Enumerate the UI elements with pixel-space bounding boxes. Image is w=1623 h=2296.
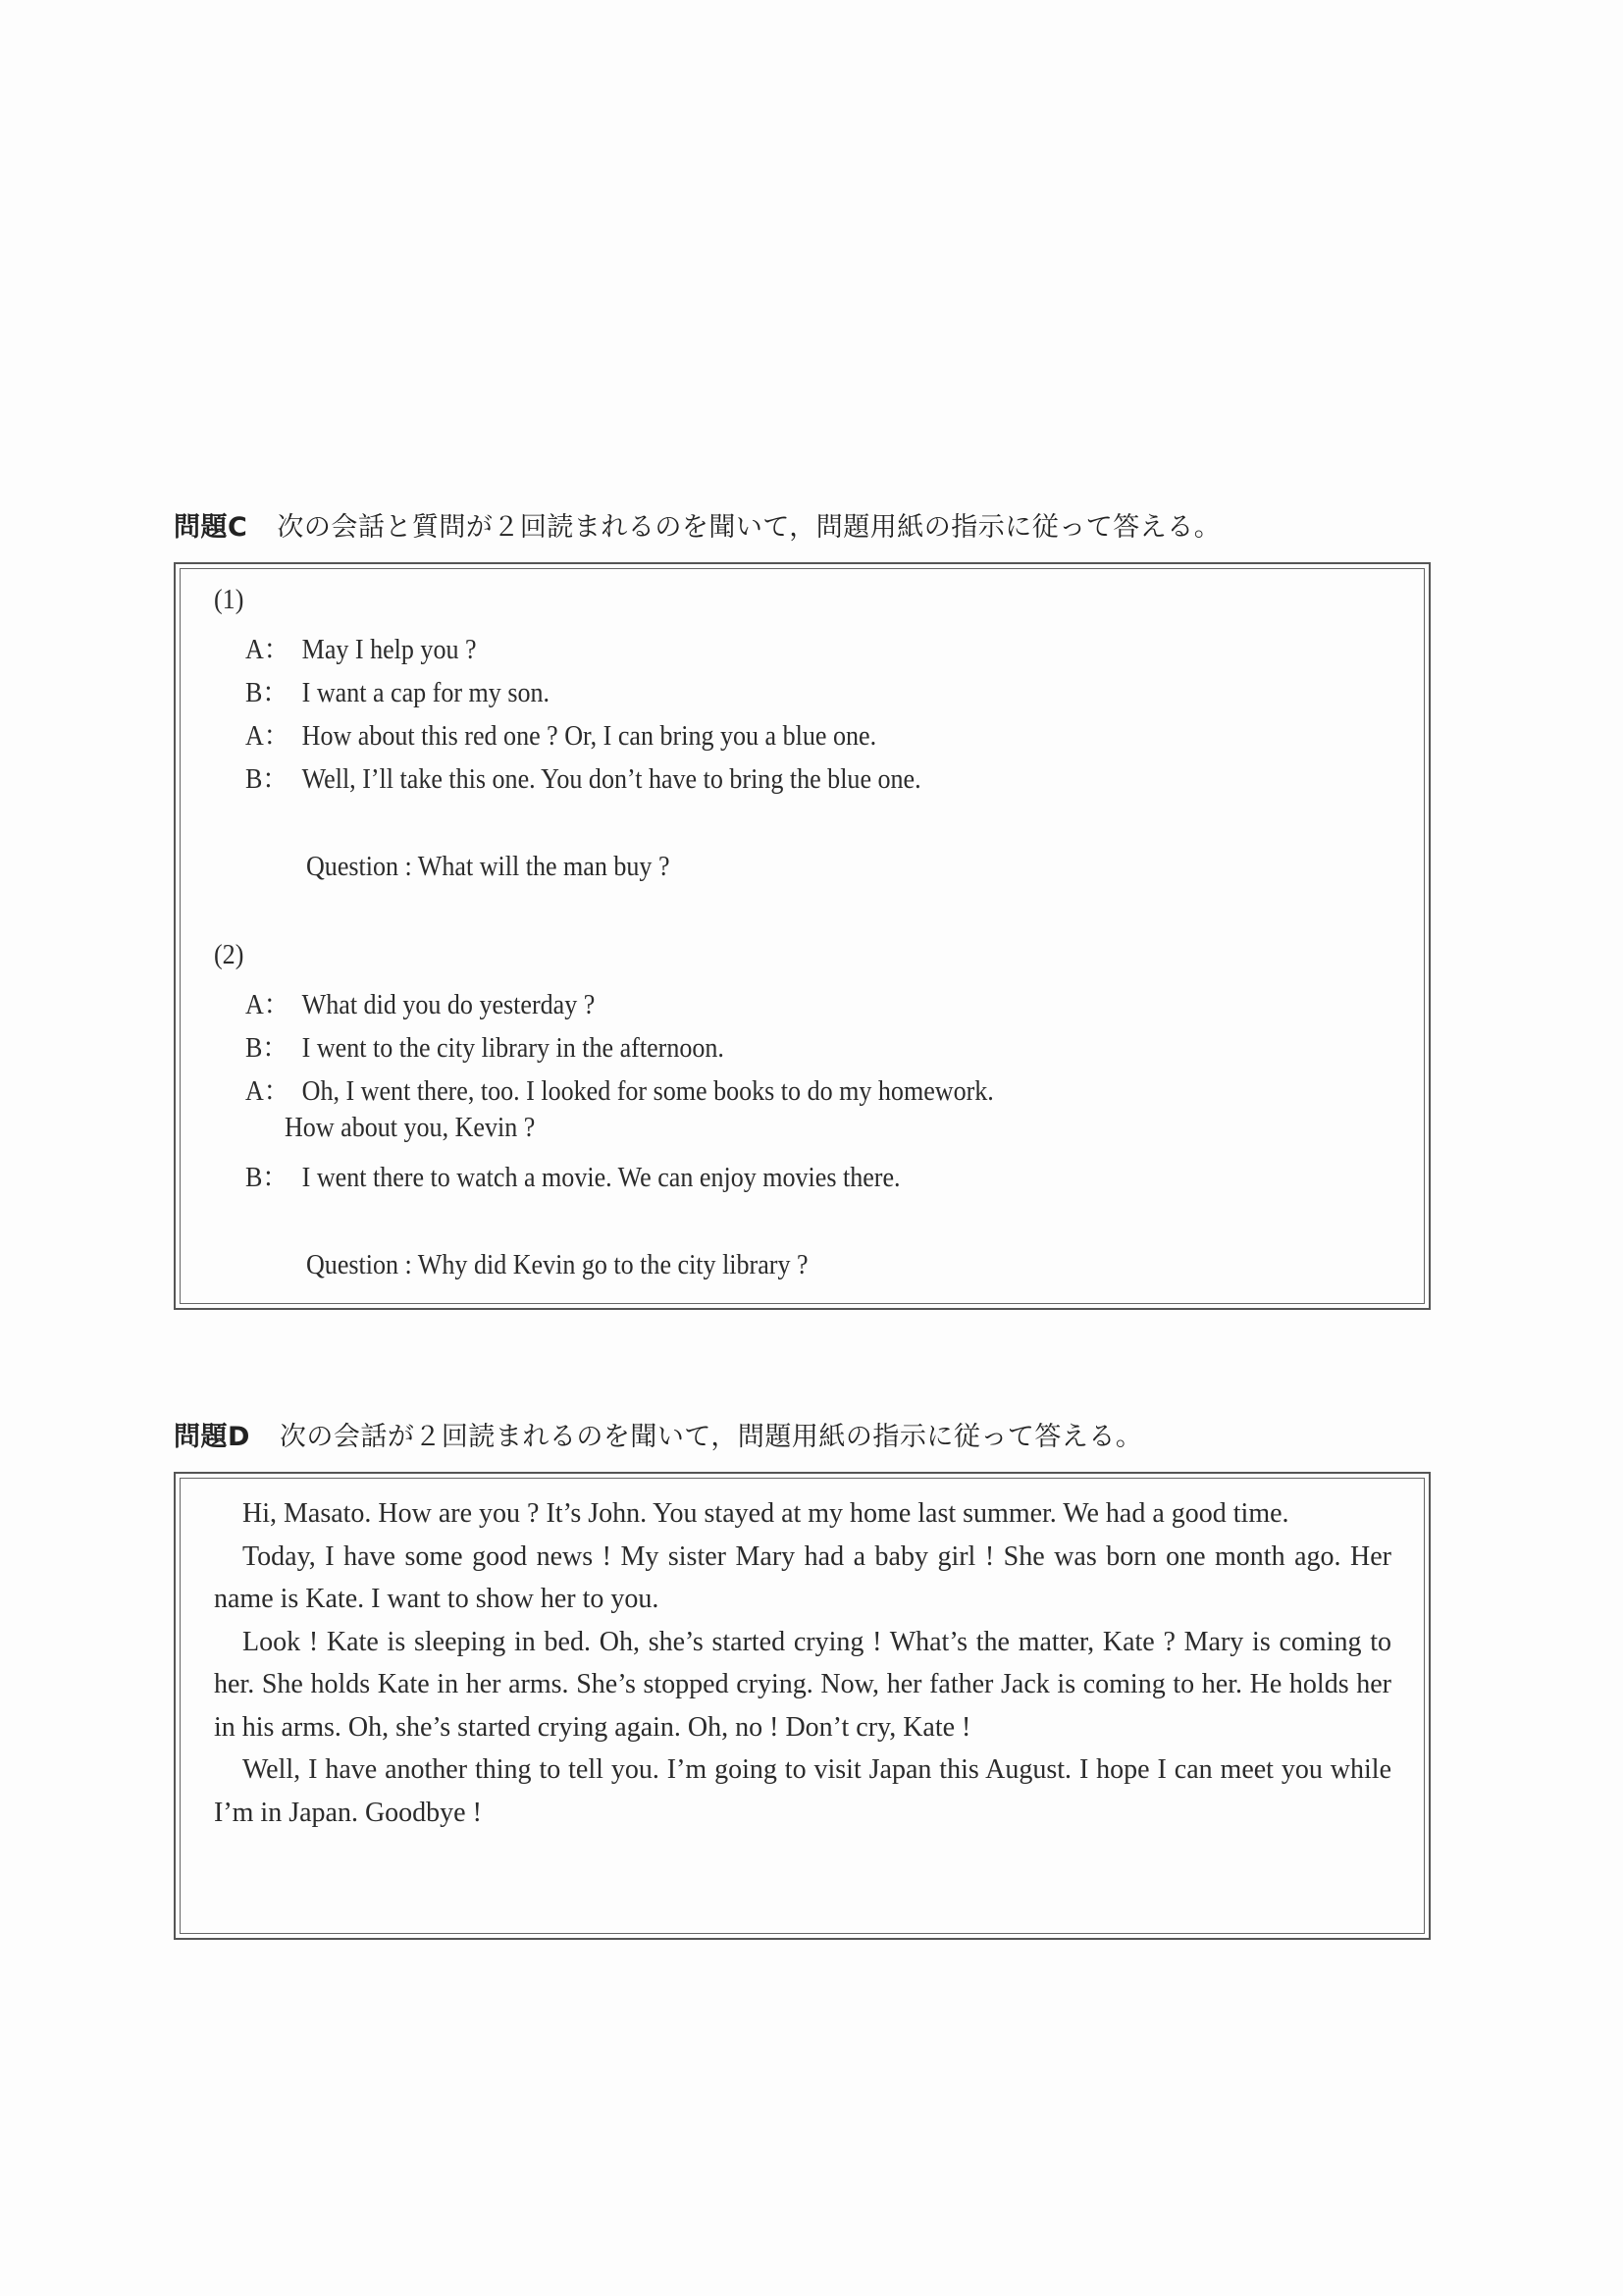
line-text: I went there to watch a movie. We can enjoy movies there. (301, 1163, 901, 1193)
item-2-question: Question : Why did Kevin go to the city library ? (306, 1250, 809, 1280)
section-c-box (174, 562, 1431, 1310)
speaker-label: A： (245, 990, 289, 1020)
speaker-label: A： (245, 1076, 289, 1107)
dialogue-line (245, 628, 477, 667)
speaker-label: B： (245, 1033, 288, 1064)
line-text: How about you, Kevin ? (285, 1113, 536, 1143)
speaker-label: B： (245, 764, 288, 795)
line-text: I want a cap for my son. (301, 678, 550, 708)
item-2-number: (2) (214, 940, 244, 970)
section-d-instruction: 次の会話が２回読まれるのを聞いて，問題用紙の指示に従って答える。 (279, 1422, 1143, 1452)
speaker-label: A： (245, 635, 289, 665)
section-d-label: 問題D (174, 1422, 250, 1452)
section-c-box-inner (180, 568, 1425, 1304)
speaker-label: B： (245, 1163, 288, 1193)
line-text: How about this red one ? Or, I can bring you a blue one. (301, 721, 877, 752)
dialogue-line (245, 983, 595, 1022)
paragraph: Today, I have some good news ! My sister Mary had a baby girl ! She was born one month ago. Her name is Kate. I want to show her to you. (214, 1540, 1391, 1614)
paragraph: Hi, Masato. How are you ? It’s John. You stayed at my home last summer. We had a good time. (242, 1498, 1289, 1529)
item-1-question: Question : What will the man buy ? (306, 852, 670, 882)
dialogue-line (245, 671, 550, 710)
dialogue-line (245, 1026, 724, 1066)
line-text: Well, I’ll take this one. You don’t have to bring the blue one. (301, 764, 921, 795)
section-d-heading (174, 1415, 1142, 1453)
line-text: What did you do yesterday ? (301, 990, 596, 1020)
paragraph: Well, I have another thing to tell you. I’m going to visit Japan this August. I hope I can meet you while I’m in Japan. Goodbye ! (214, 1754, 1391, 1828)
dialogue-line (245, 757, 921, 797)
paragraph: Look ! Kate is sleeping in bed. Oh, she’s started crying ! What’s the matter, Kate ? Mary is coming to her. She holds Kate in her arms. She’s stopped crying. Now, her father Jack is coming to her. He holds her in his arms. Oh, she’s started crying again. Oh, no ! Don’t cry, Kate ! (214, 1626, 1391, 1743)
line-text: I went to the city library in the afternoon. (301, 1033, 724, 1064)
dialogue-line (245, 714, 876, 754)
section-c-instruction: 次の会話と質問が２回読まれるのを聞いて，問題用紙の指示に従って答える。 (277, 512, 1222, 543)
section-c-label: 問題C (174, 512, 248, 543)
line-text: May I help you ? (301, 635, 477, 665)
dialogue-line (245, 1156, 901, 1195)
dialogue-line-continuation (285, 1113, 535, 1144)
speaker-label: A： (245, 721, 289, 752)
section-d-box-inner (180, 1478, 1425, 1934)
item-1-number: (1) (214, 585, 244, 615)
dialogue-line (245, 1070, 994, 1109)
line-text: Oh, I went there, too. I looked for some books to do my homework. (301, 1076, 994, 1107)
section-d-box (174, 1472, 1431, 1940)
section-c-heading (174, 505, 1221, 544)
speaker-label: B： (245, 678, 288, 708)
monologue-text (214, 1492, 1391, 1834)
